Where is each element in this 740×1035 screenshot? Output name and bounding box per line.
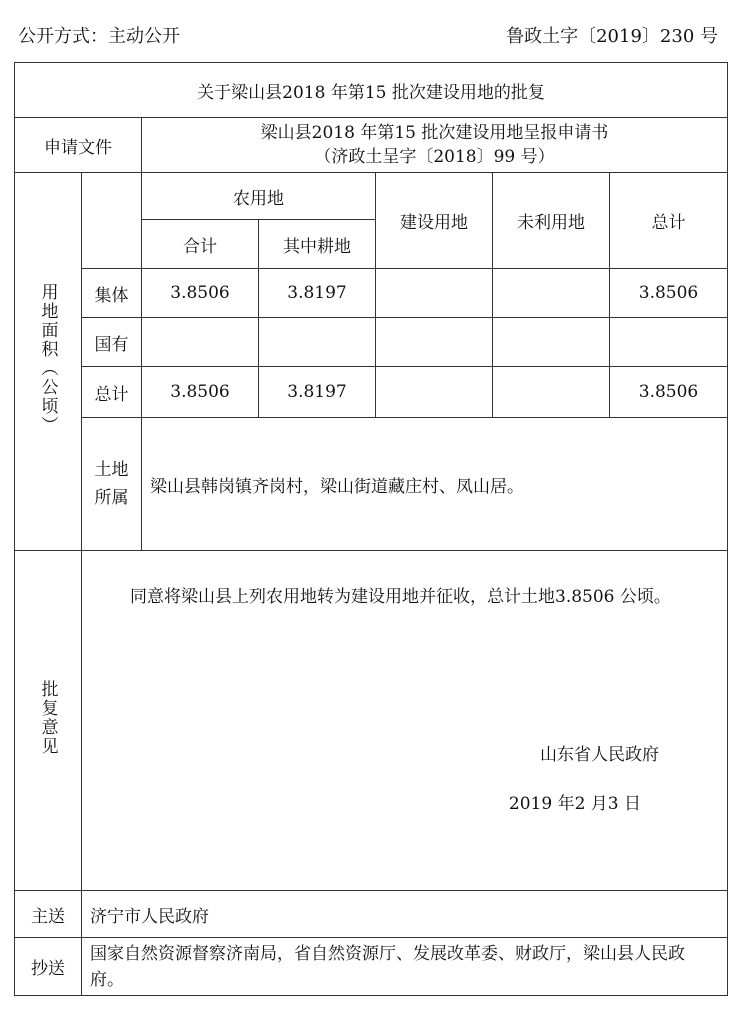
table-row <box>15 318 728 367</box>
land-ownership-label <box>82 418 142 551</box>
total-header: 总计 <box>610 173 728 269</box>
cc-label: 抄送 <box>15 938 82 996</box>
total-cell: 3.8506 <box>610 269 728 318</box>
application-doc-title: 梁山县2018 年第15 批次建设用地呈报申请书 <box>260 123 609 143</box>
unused-cell <box>493 367 610 418</box>
arable-cell: 3.8197 <box>259 367 376 418</box>
main-recipient-label: 主送 <box>15 891 82 938</box>
unused-cell <box>493 318 610 367</box>
table-row <box>15 269 728 318</box>
approval-text: 同意将梁山县上列农用地转为建设用地并征收，总计土地3.8506 公顷。 <box>130 587 671 607</box>
issue-date: 2019 年2 月3 日 <box>508 794 642 814</box>
issuer-name: 山东省人民政府 <box>540 745 660 765</box>
subtotal-cell <box>142 318 259 367</box>
land-area-side-label <box>15 173 82 551</box>
disclosure-method: 公开方式：主动公开 <box>18 26 180 47</box>
subtotal-header: 合计 <box>142 220 259 269</box>
blank-corner-cell <box>82 173 142 269</box>
subtotal-cell: 3.8506 <box>142 367 259 418</box>
arable-cell: 3.8197 <box>259 269 376 318</box>
construction-cell <box>376 318 493 367</box>
approval-opinion-body <box>82 551 728 891</box>
arable-cell <box>259 318 376 367</box>
cc-value: 国家自然资源督察济南局，省自然资源厅、发展改革委、财政厅，梁山县人民政府。 <box>82 938 728 996</box>
construction-cell <box>376 269 493 318</box>
document-number: 鲁政土字〔2019〕230 号 <box>506 26 718 47</box>
total-cell: 3.8506 <box>610 367 728 418</box>
construction-cell <box>376 367 493 418</box>
subtotal-cell: 3.8506 <box>142 269 259 318</box>
row-label: 集体 <box>82 269 142 318</box>
arable-header: 其中耕地 <box>259 220 376 269</box>
construction-land-header: 建设用地 <box>376 173 493 269</box>
total-cell <box>610 318 728 367</box>
table-row <box>15 367 728 418</box>
land-ownership-label-line2: 所属 <box>94 488 129 508</box>
row-label: 国有 <box>82 318 142 367</box>
approval-opinion-label <box>15 551 82 891</box>
land-area-label-text: 用地面积（公顷） <box>37 283 58 435</box>
land-ownership-label-line1: 土地 <box>94 460 129 480</box>
application-label: 申请文件 <box>15 118 142 173</box>
row-label: 总计 <box>82 367 142 418</box>
document-title: 关于梁山县2018 年第15 批次建设用地的批复 <box>15 63 728 118</box>
land-ownership-value: 梁山县韩岗镇齐岗村，梁山街道藏庄村、凤山居。 <box>142 418 728 551</box>
application-document <box>142 118 728 173</box>
application-doc-number: （济政土呈字〔2018〕99 号） <box>314 147 555 167</box>
approval-form-table <box>14 62 728 996</box>
unused-cell <box>493 269 610 318</box>
main-recipient-value: 济宁市人民政府 <box>82 891 728 938</box>
unused-land-header: 未利用地 <box>493 173 610 269</box>
approval-opinion-label-text: 批复意见 <box>37 680 58 756</box>
agricultural-land-header: 农用地 <box>142 173 376 220</box>
